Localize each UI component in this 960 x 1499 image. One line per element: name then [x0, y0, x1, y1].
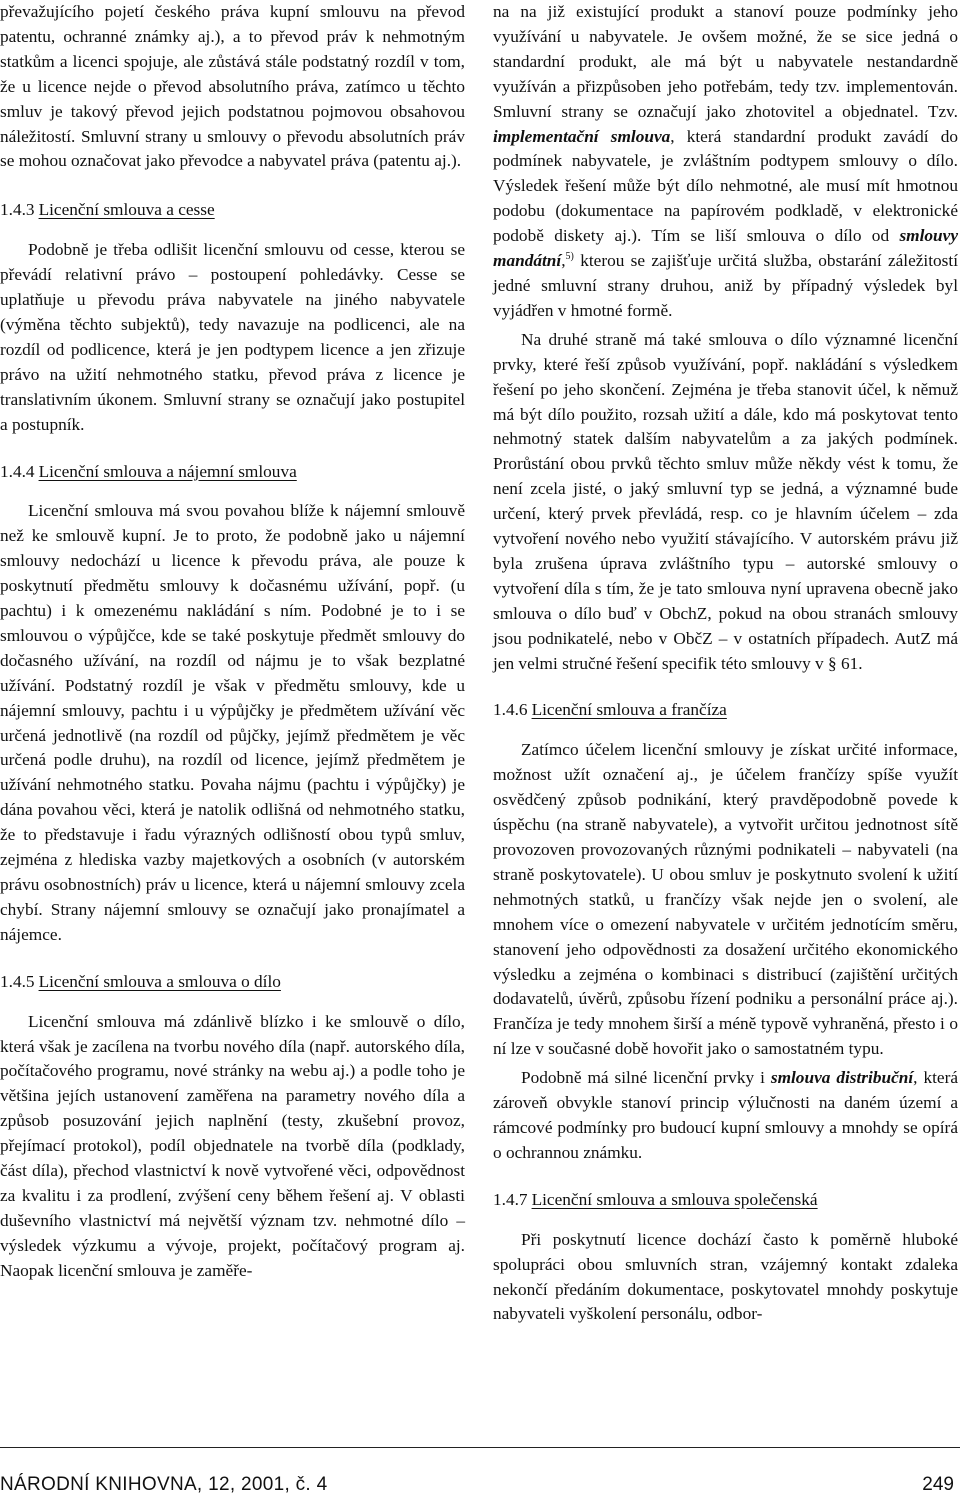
section-title: Licenční smlouva a cesse	[38, 200, 215, 220]
section-number: 1.4.3	[0, 200, 35, 220]
section-heading-1-4-7	[493, 1188, 958, 1213]
section-heading-1-4-5	[0, 970, 465, 995]
section-number: 1.4.4	[0, 461, 35, 481]
paragraph: Licenční smlouva má zdánlivě blízko i ke smlouvě o dílo, která však je zacílena na tvorbu nového díla (např. autorského díla, počítačového programu, nové stránky na webu aj.) a podle toho je většina jejích ustanovení zaměřena na parametry nového díla a způsob posuzování jejich naplnění (testy, zkušební provoz, přejímací protokol), podíl objednatele na tvorbě díla (podklady, část díla), přechod vlastnictví k nově vytvořené věci, odpovědnost za kvalitu i za prodlení, zvýšení ceny během řešení aj. V oblasti duševního vlastnictví má největší význam tzv. nehmotné dílo – výsledek výzkumu a vývoje, projekt, počítačový program aj. Naopak licenční smlouva je zaměře-	[0, 1011, 465, 1280]
section-number: 1.4.5	[0, 971, 35, 991]
left-column	[0, 0, 465, 1284]
right-column	[493, 0, 958, 1327]
section-number: 1.4.7	[493, 1189, 528, 1209]
page-number: 249	[922, 1474, 954, 1495]
paragraph: Licenční smlouva má svou povahou blíže k nájemní smlouvě než ke smlouvě kupní. Je to proto, že podobně jako u nájemní smlouvy nedochází u licence k převodu práva, ale pouze k poskytnutí předmětu smlouvy k dočasnému užívání, popř. (u pachtu) i k omezenému nakládání s ním. Podobné je to i se smlouvou o výpůjčce, kde se také poskytuje předmět smlouvy do dočasného užívání, na rozdíl od nájmu je to však bezplatné užívání. Podstatný rozdíl je však v předmětu smlouvy, kde u nájemní smlouvy, pachtu i u výpůjčky je předmětem užívání věc určená jednotlivě (na rozdíl od půjčky, jejímž předmětem je věc určená podle druhu), na rozdíl od licence, jejímž předmětem je užívání nehmotného statku. Povaha nájmu (pachtu i výpůjčky) je dána povahou věci, která je natolik odlišná od nehmotného statku, že to představuje i řadu výrazných odlišností obou typů smluv, zejména z hlediska vazby majetkových a osobních (v autorském právu osobnostních) práv u licence, která u nájemní smlouvy zcela chybí. Strany nájemní smlouvy se označují jako pronajímatel a nájemce.	[0, 501, 465, 944]
section-title: Licenční smlouva a frančíza	[531, 700, 727, 720]
emphasis-term: smlouvy mandátní	[493, 226, 958, 271]
emphasis-term: implementační smlouva	[493, 126, 671, 146]
footnote-ref: 5)	[565, 251, 574, 263]
footer-rule	[0, 1447, 960, 1448]
paragraph: na na již existující produkt a stanoví pouze podmínky jeho využívání u nabyvatele. Je ovšem možné, že se sice jedná o standardní produkt, ale má být u nabyvatele nestandardně využíván a přizpůsoben jeho potřebám, tedy tzv. implementován. Smluvní strany se označují jako zhotovitel a objednatel. Tzv. implementační smlouva, která standardní produkt zavádí do podmínek nabyvatele, je zvláštním podtypem smlouvy o dílo. Výsledek řešení může být dílo nehmotné, ale musí mít hmotnou podobu (dokumentace na papírovém podkladě, v elektronické podobě diskety aj.). Tím se liší smlouva o dílo od smlouvy mandátní,$^{5)}$ kterou se zajišťuje určitá služba, obstarání záležitostí jedné smluvní strany druhou, aniž by případný výsledek byl vyjádřen v hmotné formě.	[493, 2, 958, 320]
paragraph: Při poskytnutí licence dochází často k poměrně hluboké spolupráci obou smluvních stran, vzájemný kontakt zdaleka nekončí předáním dokumentace, poskytovatel mnohdy poskytuje nabyvateli vyškolení personálu, odbor-	[493, 1229, 958, 1324]
section-title: Licenční smlouva a smlouva o dílo	[38, 971, 281, 991]
section-heading-1-4-3	[0, 198, 465, 223]
paragraph: převažujícího pojetí českého práva kupní smlouvu na převod patentu, ochranné známky aj.), a to převod práv k nehmotným statkům a licenci spojuje, ale zůstává stále podstatný rozdíl v tom, že u licence nejde o převod absolutního práva, zatímco u těchto smluv je takový převod jejich podstatnou pojmovou obsahovou náležitostí. Smluvní strany u smlouvy o převodu absolutních práv se mohou označovat jako převodce a nabyvatel práva (patentu aj.).	[0, 2, 465, 171]
paragraph: Zatímco účelem licenční smlouvy je získat určité informace, možnost užít označení aj., je účelem frančízy spíše využít osvědčený způsob podnikání, který pravděpodobně povede k úspěchu (na straně nabyvatele), a vytvořit určitou jednotnost sítě provozoven provozovaných různými podnikateli – nabyvateli (na straně poskytovatele). U obou smluv je poskytnuto svolení k užití nehmotných statků, u frančízy však nejde jen o svolení, ale mnohem více o omezení nabyvatele v určitém jednotícím směru, stanovení jeho odpovědnosti za dosažení určitého ekonomického výsledku a zejména o kombinaci s distribucí (zajištění určitých dodavatelů, úvěrů, způsobu řízení podniku a personální práce aj.). Frančíza je tedy mnohem širší a méně typově vyhraněná, přesto i o ní lze v současné době hovořit jako o samostatném typu.	[493, 740, 958, 1059]
section-heading-1-4-6	[493, 698, 958, 723]
section-heading-1-4-4	[0, 460, 465, 485]
journal-citation: NÁRODNÍ KNIHOVNA, 12, 2001, č. 4	[0, 1474, 328, 1495]
paragraph: Podobně je třeba odlišit licenční smlouvu od cesse, kterou se převádí relativní právo – postoupení pohledávky. Cesse se uplatňuje u převodu práva nabyvatele na jiného nabyvatele (výměna těchto subjektů), tedy navazuje na podlicenci, ale na rozdíl od podlicence, která je jen podtypem licence a jen zřizuje právo na užití nehmotného statku, převod práva z licence je translativním úkonem. Smluvní strany se označují jako postupitel a postupník.	[0, 240, 465, 434]
section-title: Licenční smlouva a nájemní smlouva	[38, 461, 297, 481]
emphasis-term: smlouva distribuční	[770, 1068, 914, 1088]
section-number: 1.4.6	[493, 700, 528, 720]
paragraph: Na druhé straně má také smlouva o dílo významné licenční prvky, které řeší způsob využívání, popř. nakládání s výsledkem řešení po jeho skončení. Zejména je třeba stanovit účel, k němuž má být dílo použito, rozsah užití a dále, kdo má poskytovat tento nehmotný statek dalším nabyvatelům a za jakých podmínek. Prorůstání obou prvků těchto smluv může někdy vést k tomu, že není zcela jisté, o jaký smluvní typ se jedná, a významné bude určení, který prvek převládá, resp. co je hlavním účelem – zda vytvoření nového nebo využití stávajícího. V autorském právu již byla zrušena úprava zvláštního typu – autorské smlouvy o vytvoření díla s tím, že je tato smlouva nyní upravena obecně jako smlouva o dílo buď v ObchZ, pokud na obou stranách smlouvy jsou podnikatelé, nebo v ObčZ – v ostatních případech. AutZ má jen velmi stručné řešení specifik této smlouvy v § 61.	[493, 329, 958, 673]
paragraph: Podobně má silné licenční prvky i smlouva distribuční, která zároveň obvykle stanoví princip výlučnosti na daném území a rámcové podmínky pro budoucí kupní smlouvy a mnohdy se opírá o ochrannou známku.	[493, 1068, 958, 1162]
section-title: Licenční smlouva a smlouva společenská	[531, 1189, 818, 1209]
